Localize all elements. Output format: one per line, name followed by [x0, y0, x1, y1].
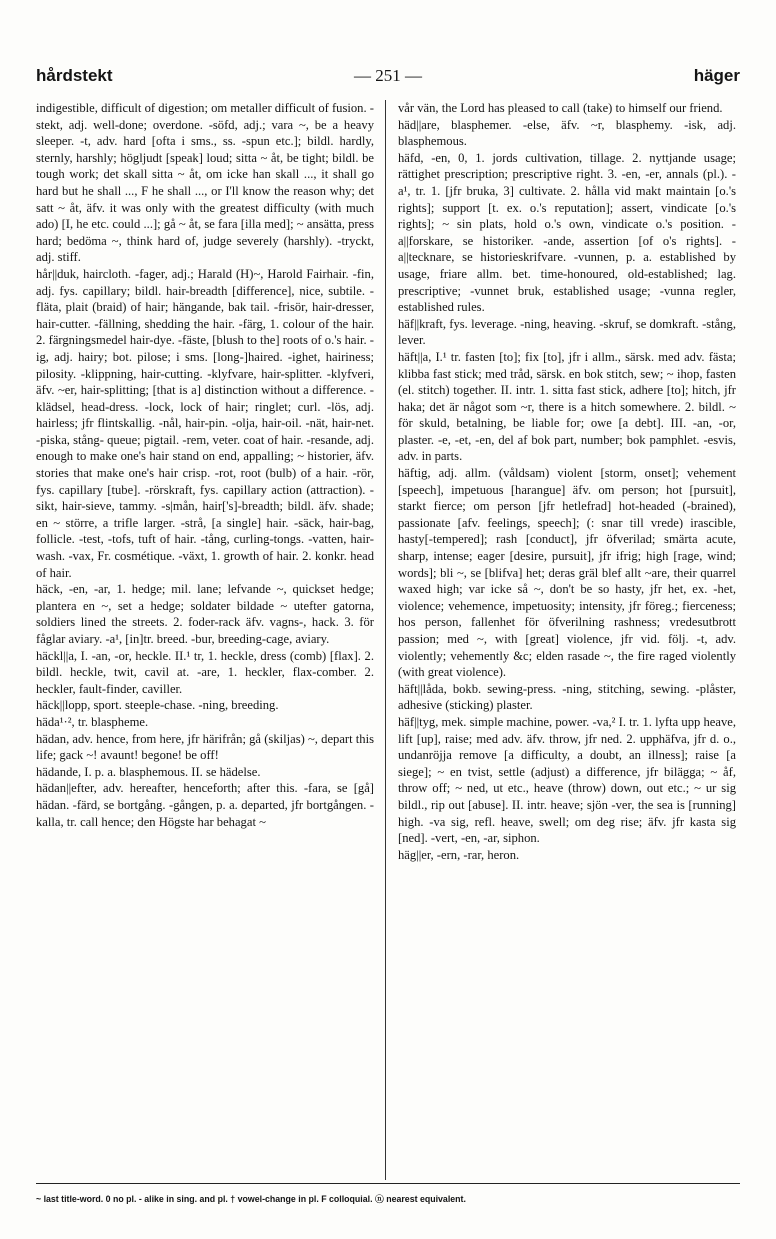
entry-hacklopp: häck||lopp, sport. steeple-chase. -ning, breeding.	[36, 698, 279, 713]
entry-hadare: häd||are, blasphemer. -else, äfv. ~r, blasphemy. -isk, adj. blasphemous.	[398, 117, 736, 149]
page-number: — 251 —	[354, 66, 422, 85]
left-column	[36, 100, 374, 1185]
column-divider	[385, 100, 386, 1180]
entry-hardstekt-cont: indigestible, difficult of digestion; om metaller difficult of fusion. -stekt, adj. well-done; overdone. -söfd, adj.; vara ~, be a heavy sleeper. -t, adv. hard [ofta i sms., ss. -spun etc.]; bildl. hardly, sternly, harshly; högljudt [speak] loud; sitta ~ åt, be tight; bildl. be tough work; det skall sitta ~ åt, om icke han skall ..., it shall go hard but he shall ..., F he shall ..., or I'll know the reason why; det satt ~ åt, äfv. it was only with the greatest difficulty (with much ado) [I, he etc. could ...]; gå ~ åt, se fara [illa med]; ~ ansätta, press hard; bedöma ~, think hard of, judge severely (harshly). -tryckt, adj. stiff.	[36, 101, 374, 265]
entry-hadanefter: hädan||efter, adv. hereafter, henceforth; after this. -fara, se [gå] hädan. -färd, se bortgång. -gången, p. a. departed, jfr bortgången. -kalla, tr. call hence; den Högste har behagat ~	[36, 781, 374, 829]
header-right-guide-word: häger	[693, 66, 740, 85]
entry-hafd: häfd, -en, 0, 1. jords cultivation, tillage. 2. nyttjande usage; rättighet prescription; prescriptive right. 3. -en, -er, annals (pl.). -a¹, tr. 1. [jfr bruka, 3] cultivate. 2. hålla vid makt maintain [o.'s rights]; support [t. ex. o.'s reputation]; assert, vindicate [o.'s rights]; ~ sin plats, hold o.'s own, vindicate o.'s position. -a||forskare, se historiker. -ande, assertion [of o's rights]. -a||tecknare, se historieskrifvare. -vunnen, p. a. established by usage, friare allm. bet. time-honoured, old-established; lag. prescriptive; -vunnet bruk, established usage; -vunna regler, established rules.	[398, 150, 736, 315]
entry-hack: häck, -en, -ar, 1. hedge; mil. lane; lefvande ~, quickset hedge; plantera en ~, set a hedge; soldater bildade ~ utefter gatorna, soldiers lined the streets. 2. foder-rack äfv. vagns-, hack. 3. för fåglar aviary. -a¹, [in]tr. breed. -bur, breeding-cage, aviary.	[36, 582, 374, 646]
page-header	[36, 66, 740, 90]
entry-hada: häda¹·², tr. blaspheme.	[36, 714, 149, 729]
entry-hafta: häft||a, I.¹ tr. fasten [to]; fix [to], jfr i allm., särsk. med adv. fästa; klibba fast stick; med tråd, särsk. en bok stitch, sew; ~ ihop, fasten (el. stitch) together. II. intr. 1. sitta fast stick, adhere [to]; hitch, jfr haka; det är något som ~r, there is a hitch somewhere. 2. bildl. ~ för skuld, betalning, be liable for; owe [a debt]. III. -an, -or, plaster. -e, -et, -en, del af bok part, number; bok pamphlet. -esvis, adv. in parts.	[398, 349, 736, 464]
entry-hafkraft: häf||kraft, fys. leverage. -ning, heaving. -skruf, se domkraft. -stång, lever.	[398, 316, 736, 348]
entry-hadande: hädande, I. p. a. blasphemous. II. se hädelse.	[36, 764, 261, 779]
entry-hackla: häckl||a, I. -an, -or, heckle. II.¹ tr, 1. heckle, dress (comb) [flax]. 2. bildl. heckle, twit, cavil at. -are, 1. heckler, flax-comber. 2. heckler, fault-finder, caviller.	[36, 648, 374, 696]
footer-legend: ~ last title-word. 0 no pl. - alike in sing. and pl. † vowel-change in pl. F colloquial. ⓝ nearest equivalent.	[36, 1194, 466, 1204]
entry-harduk: hår||duk, haircloth. -fager, adj.; Harald (H)~, Harold Fairhair. -fin, adj. fys. capillary; bildl. hair-breadth [difference], nice, subtile. -fläta, plait (braid) of hair; hängande, bak tail. -frisör, hair-dresser, hair-cutter. -fällning, shedding the hair. -färg, 1. colour of the hair. 2. färgningsmedel hair-dye. -fäste, [blush to the] roots of o.'s hair. -ig, adj. hairy; bot. pilose; i sms. [long-]haired. -ighet, hairiness; pilosity. -klippning, hair-cutting. -klyfvare, hair-splitter. -klyfveri, äfv. ~er, hair-splitting; [that is a] distinction without a difference. -klädsel, head-dress. -lock, lock of hair; ringlet; curl. -lös, adj. hairless; jfr flintskallig. -nål, hair-pin. -olja, hair-oil. -nät, hair-net. -piska, stång- queue; pigtail. -rem, veter. coat of hair. -resande, adj. enough to make one's hair stand on end, appalling; ~ historier, äfv. stories that make one's hair crisp. -rot, root (bulb) of a hair. -rör, fys. capillary [tube]. -rörskraft, fys. capillary action (attraction). -sikt, hair-sieve, tammy. -s|mån, hair['s]-breadth; bildl. äfv. shade; en ~ större, a trifle larger. -strå, [a single] hair. -säck, hair-bag, follicle. -test, -tofs, tuft of hair. -tång, curling-tongs. -vatten, hair-wash. -vax, Fr. cosmétique. -växt, 1. growth of hair. 2. konkr. head of hair.	[36, 266, 374, 580]
entry-hadan: hädan, adv. hence, from here, jfr härifrån; gå (skiljas) ~, depart this life; gack ~! avaunt! begone! be off!	[36, 731, 374, 763]
entry-hadan-cont: vår vän, the Lord has pleased to call (take) to himself our friend.	[398, 101, 723, 115]
entry-hager: häg||er, -ern, -rar, heron.	[398, 847, 520, 862]
right-column	[398, 100, 736, 1185]
entry-haftlada: häft||låda, bokb. sewing-press. -ning, stitching, sewing. -plåster, adhesive (sticking) plaster.	[398, 681, 736, 713]
entry-haftyg: häf||tyg, mek. simple machine, power. -va,² I. tr. 1. lyfta upp heave, lift [up], raise; med adv. äfv. throw, jfr ned. 2. upphäfva, jfr d. o., undanröjja remove [a difficulty, a doubt, an illness]; raise [a siege]; ~ en tvist, settle (adjust) a difference, jfr bilägga; ~ åf, throw off; ~ ned, ut etc., heave (throw) down, out etc.; ~ ur sig bildl., rip out [abuse]. II. intr. heave; sjön -ver, the sea is [running] high. -va sig, refl. heave, swell; om deg rise; äfv. jfr kasta sig [ned]. -vert, -en, -ar, siphon.	[398, 714, 736, 846]
entry-haftig: häftig, adj. allm. (våldsam) violent [storm, onset]; vehement [speech], impetuous [harangue] äfv. om person; hot [pursuit], starkt fierce; om person [jfr hetlefrad] hot-headed (-brained), passionate [afv. feelings, speech]; (: snar till vrede) irascible, hasty[-tempered]; rash [conduct], jfr öfverilad; smärta acute, sharp, intense; eager [desire, pursuit], jfr ifrig; high [rage, wind; words]; bli ~, se [blifva] het; deras gräl blef allt ~are, their quarrel waxed high; var icke så ~, don't be so hasty, jfr het, ex. -het, violence; vehemence, impetuosity; intensity, jfr föreg.; fierceness; hos person, fallenhet för öfverilning rashness; vredesutbrott passion; med ~, with [great] violence, jfr vid. följ. -t, adv. violently; vehemently &c; elden rasade ~, the fire raged violently (with great violence).	[398, 466, 736, 680]
header-left-guide-word: hårdstekt	[36, 66, 113, 85]
footer-rule	[36, 1183, 740, 1184]
